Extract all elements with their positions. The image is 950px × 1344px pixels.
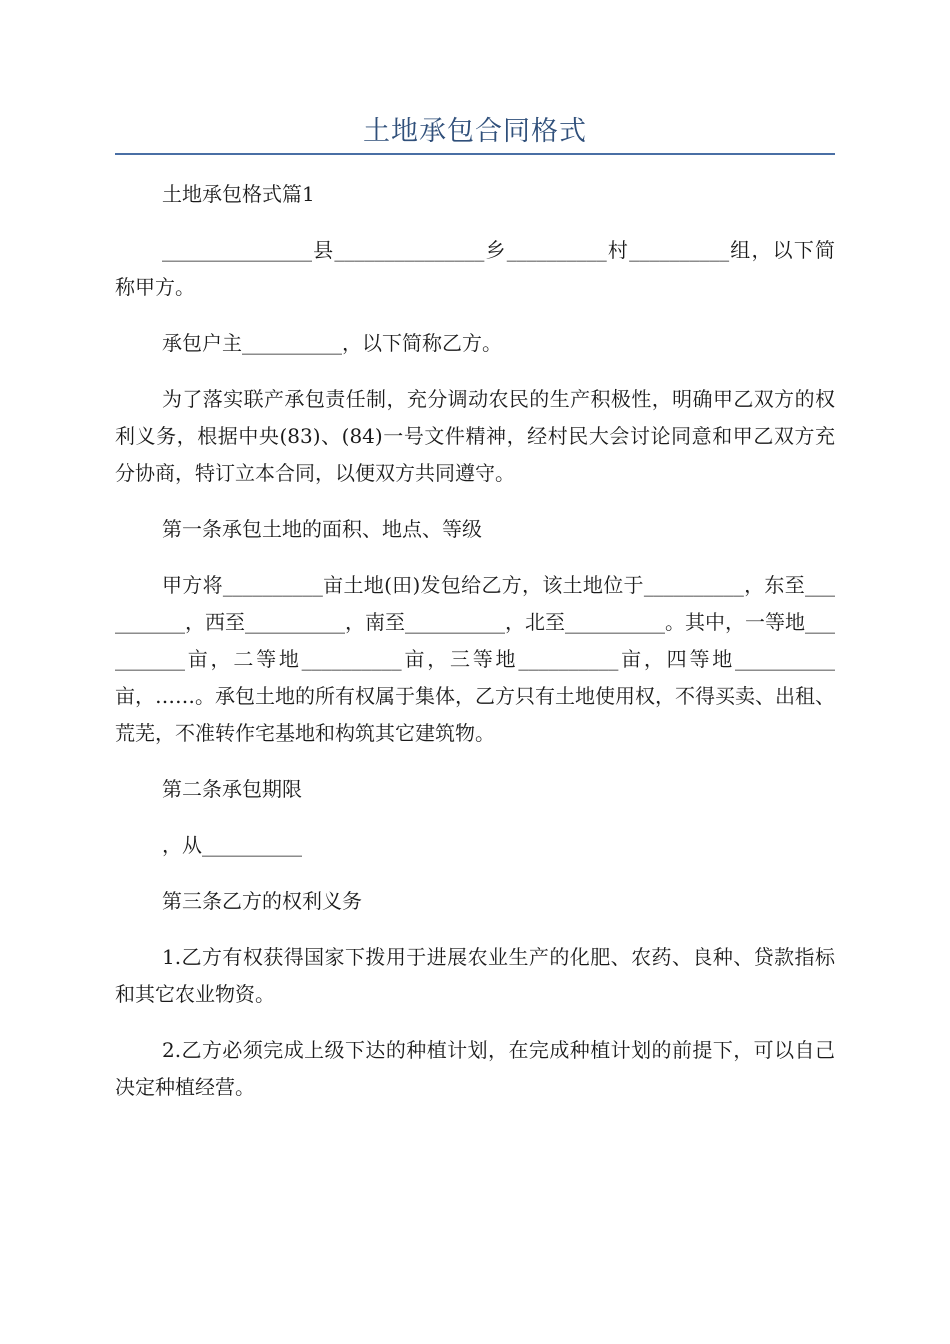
article-3-item-2: 2.乙方必须完成上级下达的种植计划，在完成种植计划的前提下，可以自己决定种植经营。 bbox=[115, 1038, 835, 1099]
article-3-item-1: 1.乙方有权获得国家下拨用于进展农业生产的化肥、农药、良种、贷款指标和其它农业物资。 bbox=[115, 945, 835, 1006]
section-heading: 土地承包格式篇1 bbox=[162, 182, 315, 206]
party-a-paragraph: _______________县_______________乡__________村__________组，以下简称甲方。 bbox=[115, 238, 835, 299]
party-b-paragraph: 承包户主__________，以下简称乙方。 bbox=[162, 331, 502, 355]
document-title: 土地承包合同格式 bbox=[363, 116, 587, 147]
title-underline bbox=[115, 153, 835, 155]
preamble-paragraph: 为了落实联产承包责任制，充分调动农民的生产积极性，明确甲乙双方的权利义务，根据中央(83)、(84)一号文件精神，经村民大会讨论同意和甲乙双方充分协商，特订立本合同，以便双方共同遵守。 bbox=[115, 387, 835, 485]
article-2-body: ，从__________ bbox=[162, 833, 302, 857]
article-3-heading: 第三条乙方的权利义务 bbox=[162, 889, 362, 913]
article-1-heading: 第一条承包土地的面积、地点、等级 bbox=[162, 517, 482, 541]
article-2-heading: 第二条承包期限 bbox=[162, 777, 302, 801]
document-body bbox=[115, 176, 835, 1125]
article-1-body: 甲方将__________亩土地(田)发包给乙方，该土地位于__________，东至__________，西至__________，南至__________，北至__________。其中，一等地__________亩，二等地__________亩，三等地__________亩，四等地__________亩，……。承包土地的所有权属于集体，乙方只有土地使用权，不得买卖、出租、荒芜，不准转作宅基地和构筑其它建筑物。 bbox=[115, 573, 835, 745]
